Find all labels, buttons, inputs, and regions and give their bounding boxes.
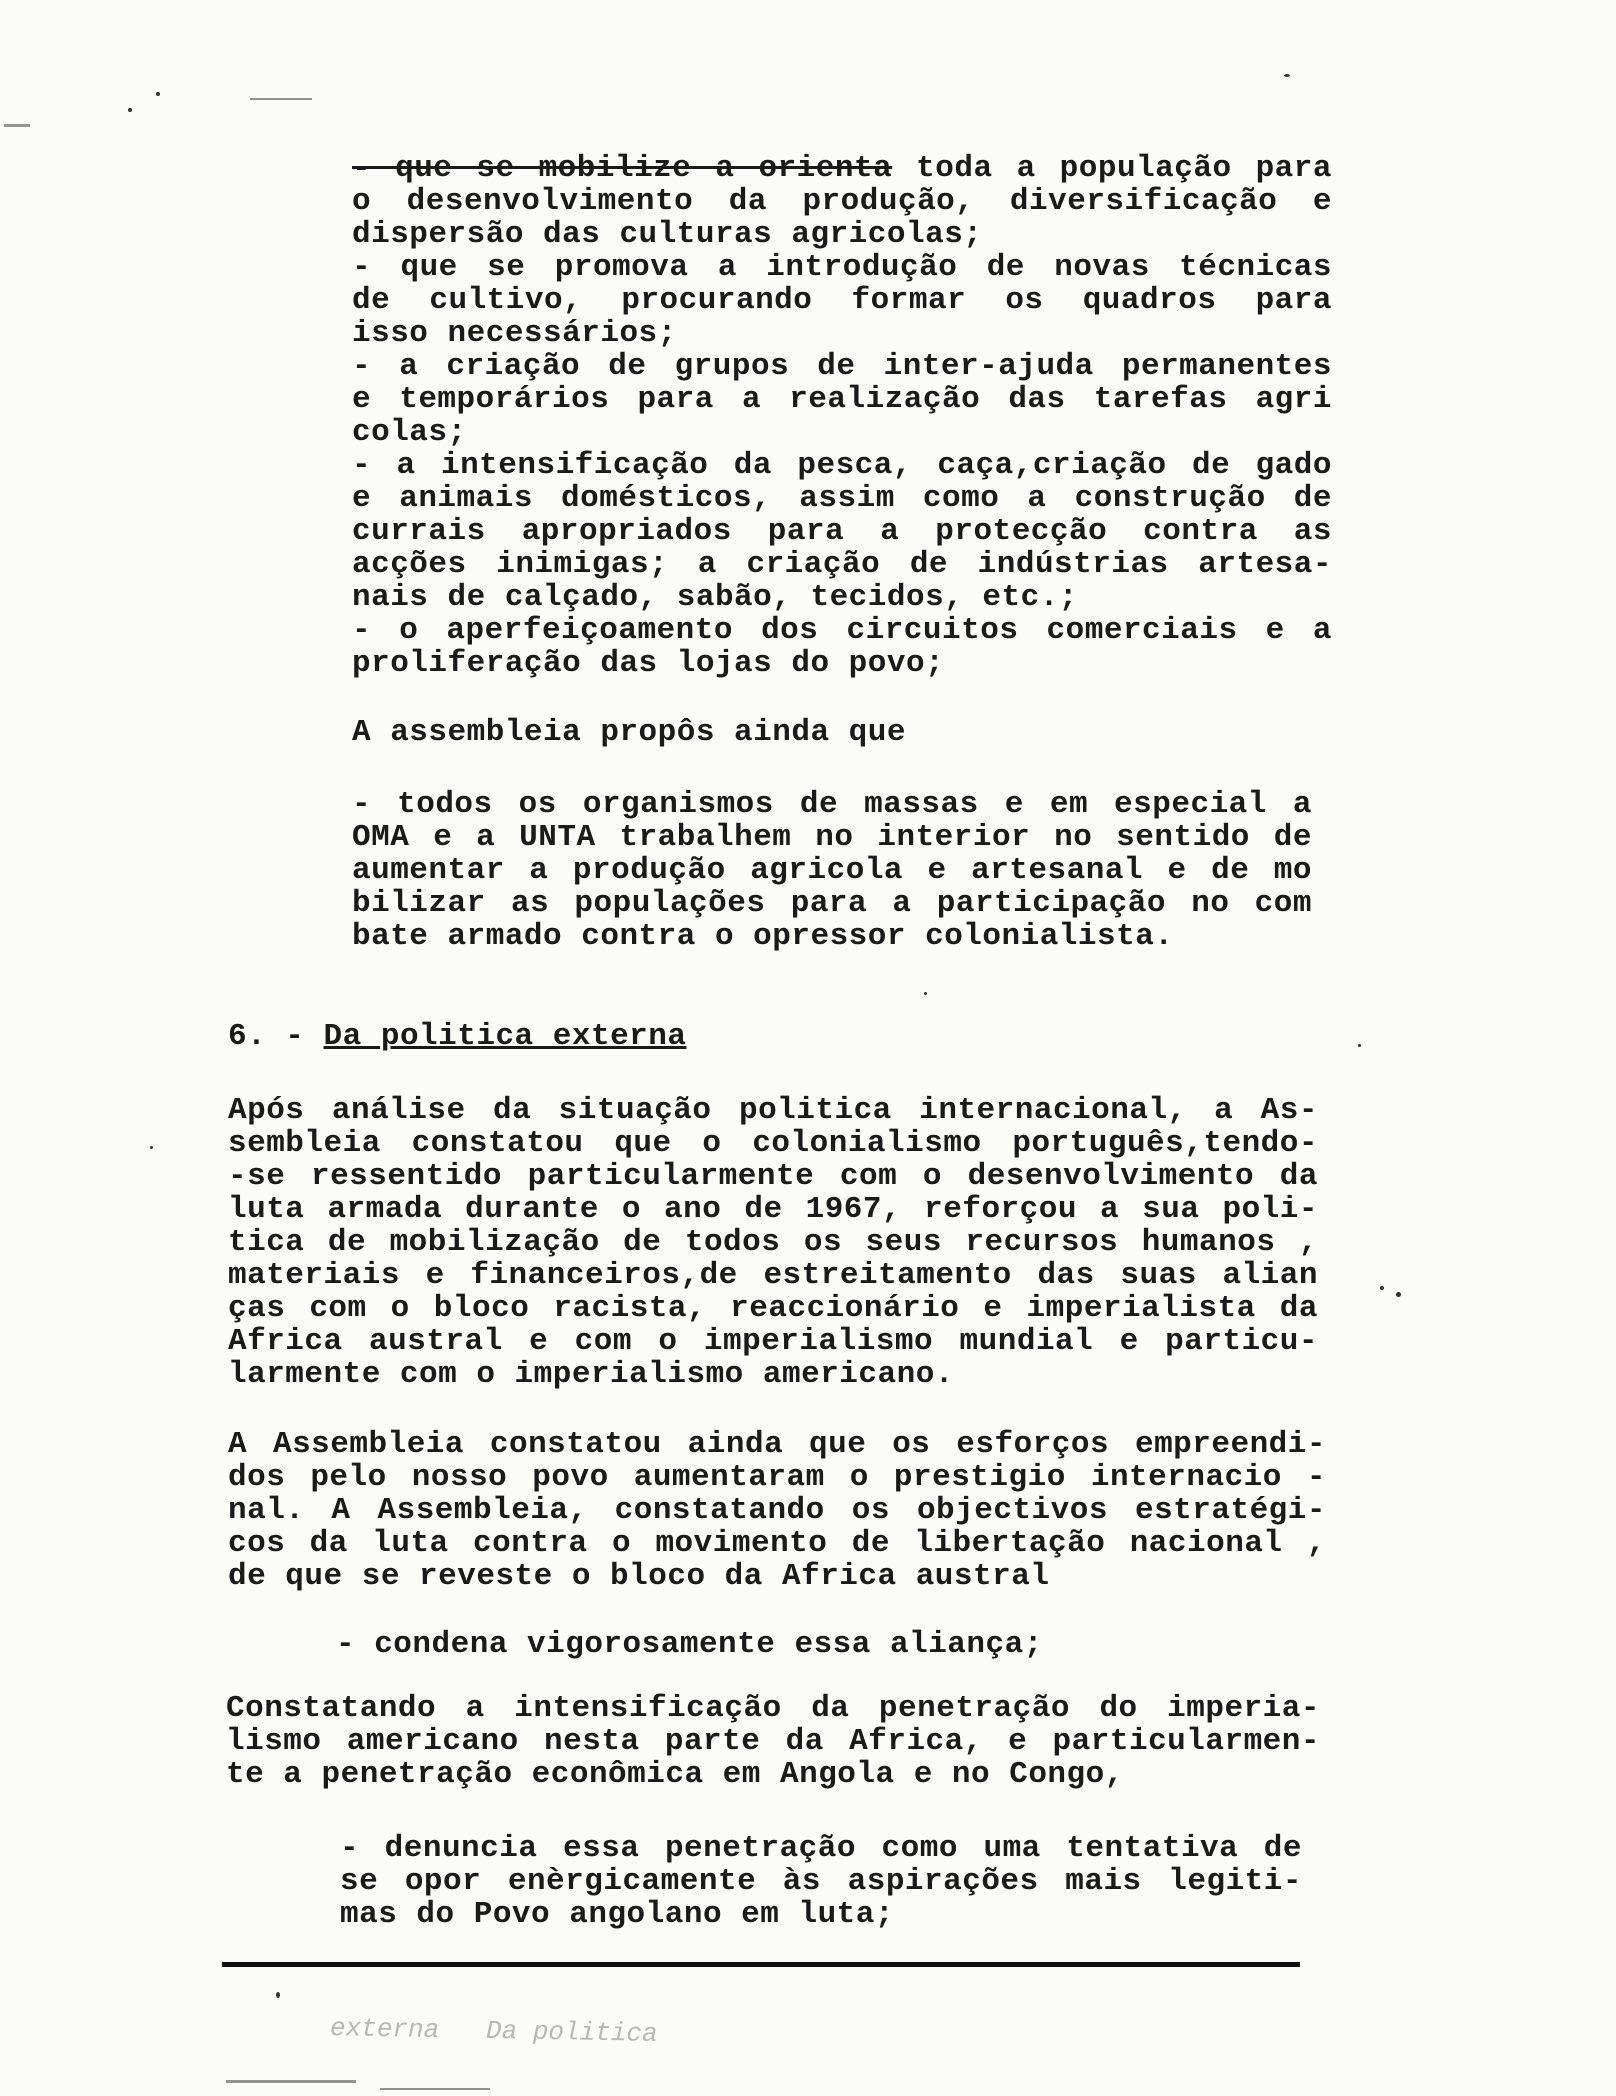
proposal-item [352, 788, 1312, 953]
agriculture-measures-list [352, 152, 1332, 680]
paragraph-line: cos da luta contra o movimento de libertação nacional , [228, 1526, 1326, 1561]
scan-artifact [1380, 1286, 1384, 1290]
list-line: isso necessários; [352, 316, 677, 351]
paragraph-line: materiais e financeiros,de estreitamento das suas alian [228, 1258, 1318, 1293]
denounce-item [340, 1832, 1302, 1931]
paragraph-line: lismo americano nesta parte da Africa, e particularmen- [226, 1724, 1320, 1759]
proposal-line: - todos os organismos de massas e em especial a [352, 787, 1312, 822]
paragraph-line: Constatando a intensificação da penetração do imperia- [226, 1691, 1320, 1726]
paragraph-line: dos pelo nosso povo aumentaram o prestigio internacio - [228, 1460, 1326, 1495]
proposal-line: bilizar as populações para a participação no com [352, 886, 1312, 921]
list-line: currais apropriados para a protecção contra as [352, 514, 1332, 549]
section-number: 6. - [228, 1019, 305, 1054]
condemn-item [336, 1628, 1043, 1661]
scan-artifact [250, 98, 312, 100]
paragraph-line: ças com o bloco racista, reaccionário e imperialista da [228, 1291, 1318, 1326]
paragraph-line: te a penetração econômica em Angola e no Congo, [226, 1757, 1124, 1792]
denounce-line: mas do Povo angolano em luta; [340, 1897, 894, 1932]
list-line: - que se promova a introdução de novas técnicas [352, 250, 1332, 285]
scan-artifact [1358, 1044, 1361, 1047]
list-line: de cultivo, procurando formar os quadros para [352, 283, 1332, 318]
denounce-line: se opor enèrgicamente às aspirações mais legiti- [340, 1864, 1302, 1899]
paragraph-line: A Assembleia constatou ainda que os esforços empreendi- [228, 1427, 1326, 1462]
list-line: proliferação das lojas do povo; [352, 646, 945, 681]
paragraph-line: nal. A Assembleia, constatando os objectivos estratégi- [228, 1493, 1326, 1528]
paragraph-2 [228, 1428, 1326, 1593]
proposal-line: OMA e a UNTA trabalhem no interior no sentido de [352, 820, 1312, 855]
list-line: - a intensificação da pesca, caça,criação de gado [352, 448, 1332, 483]
list-line: o desenvolvimento da produção, diversificação e [352, 184, 1332, 219]
paragraph-3 [226, 1692, 1320, 1791]
proposal-intro [352, 716, 1332, 749]
paragraph-line: Após análise da situação politica internacional, a As- [228, 1093, 1318, 1128]
section-heading-line [228, 1020, 687, 1053]
proposal-intro-text: A assembleia propôs ainda que [352, 715, 906, 750]
list-line: colas; [352, 415, 467, 450]
section-title: Da politica externa [323, 1019, 687, 1054]
scan-artifact [156, 92, 160, 96]
scan-artifact [276, 1992, 280, 1998]
paragraph-line: Africa austral e com o imperialismo mundial e particu- [228, 1324, 1318, 1359]
proposal-line: aumentar a produção agricola e artesanal e de mo [352, 853, 1312, 888]
paragraph-line: de que se reveste o bloco da Africa austral [228, 1559, 1050, 1594]
list-line: nais de calçado, sabão, tecidos, etc.; [352, 580, 1078, 615]
scan-artifact [1396, 1292, 1401, 1297]
condemn-line: - condena vigorosamente essa aliança; [336, 1627, 1043, 1662]
scan-artifact [150, 1146, 153, 1149]
struck-text: - que se mobilize a orienta [352, 151, 893, 186]
denounce-line: - denuncia essa penetração como uma tentativa de [340, 1831, 1302, 1866]
section-heading [228, 1020, 687, 1053]
list-line: - a criação de grupos de inter-ajuda permanentes [352, 349, 1332, 384]
scan-artifact [128, 108, 132, 112]
scan-artifact [4, 124, 30, 127]
list-line: acções inimigas; a criação de indústrias artesa- [352, 547, 1332, 582]
scan-artifact [226, 2080, 356, 2083]
list-line: dispersão das culturas agricolas; [352, 217, 983, 252]
list-line: e temporários para a realização das tarefas agri [352, 382, 1332, 417]
bleed-through-text: externa Da politica [329, 2013, 658, 2049]
scan-artifact [924, 992, 927, 995]
scan-artifact [1284, 74, 1290, 77]
paragraph-line: luta armada durante o ano de 1967, reforçou a sua poli- [228, 1192, 1318, 1227]
paragraph-1 [228, 1094, 1318, 1391]
page-divider [222, 1962, 1300, 1967]
paragraph-line: tica de mobilização de todos os seus recursos humanos , [228, 1225, 1318, 1260]
proposal-line: bate armado contra o opressor colonialista. [352, 919, 1174, 954]
list-line-1-rest: toda a população para [892, 151, 1332, 186]
list-line: - o aperfeiçoamento dos circuitos comerciais e a [352, 613, 1332, 648]
list-line: e animais domésticos, assim como a construção de [352, 481, 1332, 516]
paragraph-line: -se ressentido particularmente com o desenvolvimento da [228, 1159, 1318, 1194]
list-line-1 [352, 152, 1332, 185]
paragraph-line: sembleia constatou que o colonialismo português,tendo- [228, 1126, 1318, 1161]
paragraph-line: larmente com o imperialismo americano. [228, 1357, 954, 1392]
scan-artifact [380, 2088, 490, 2090]
